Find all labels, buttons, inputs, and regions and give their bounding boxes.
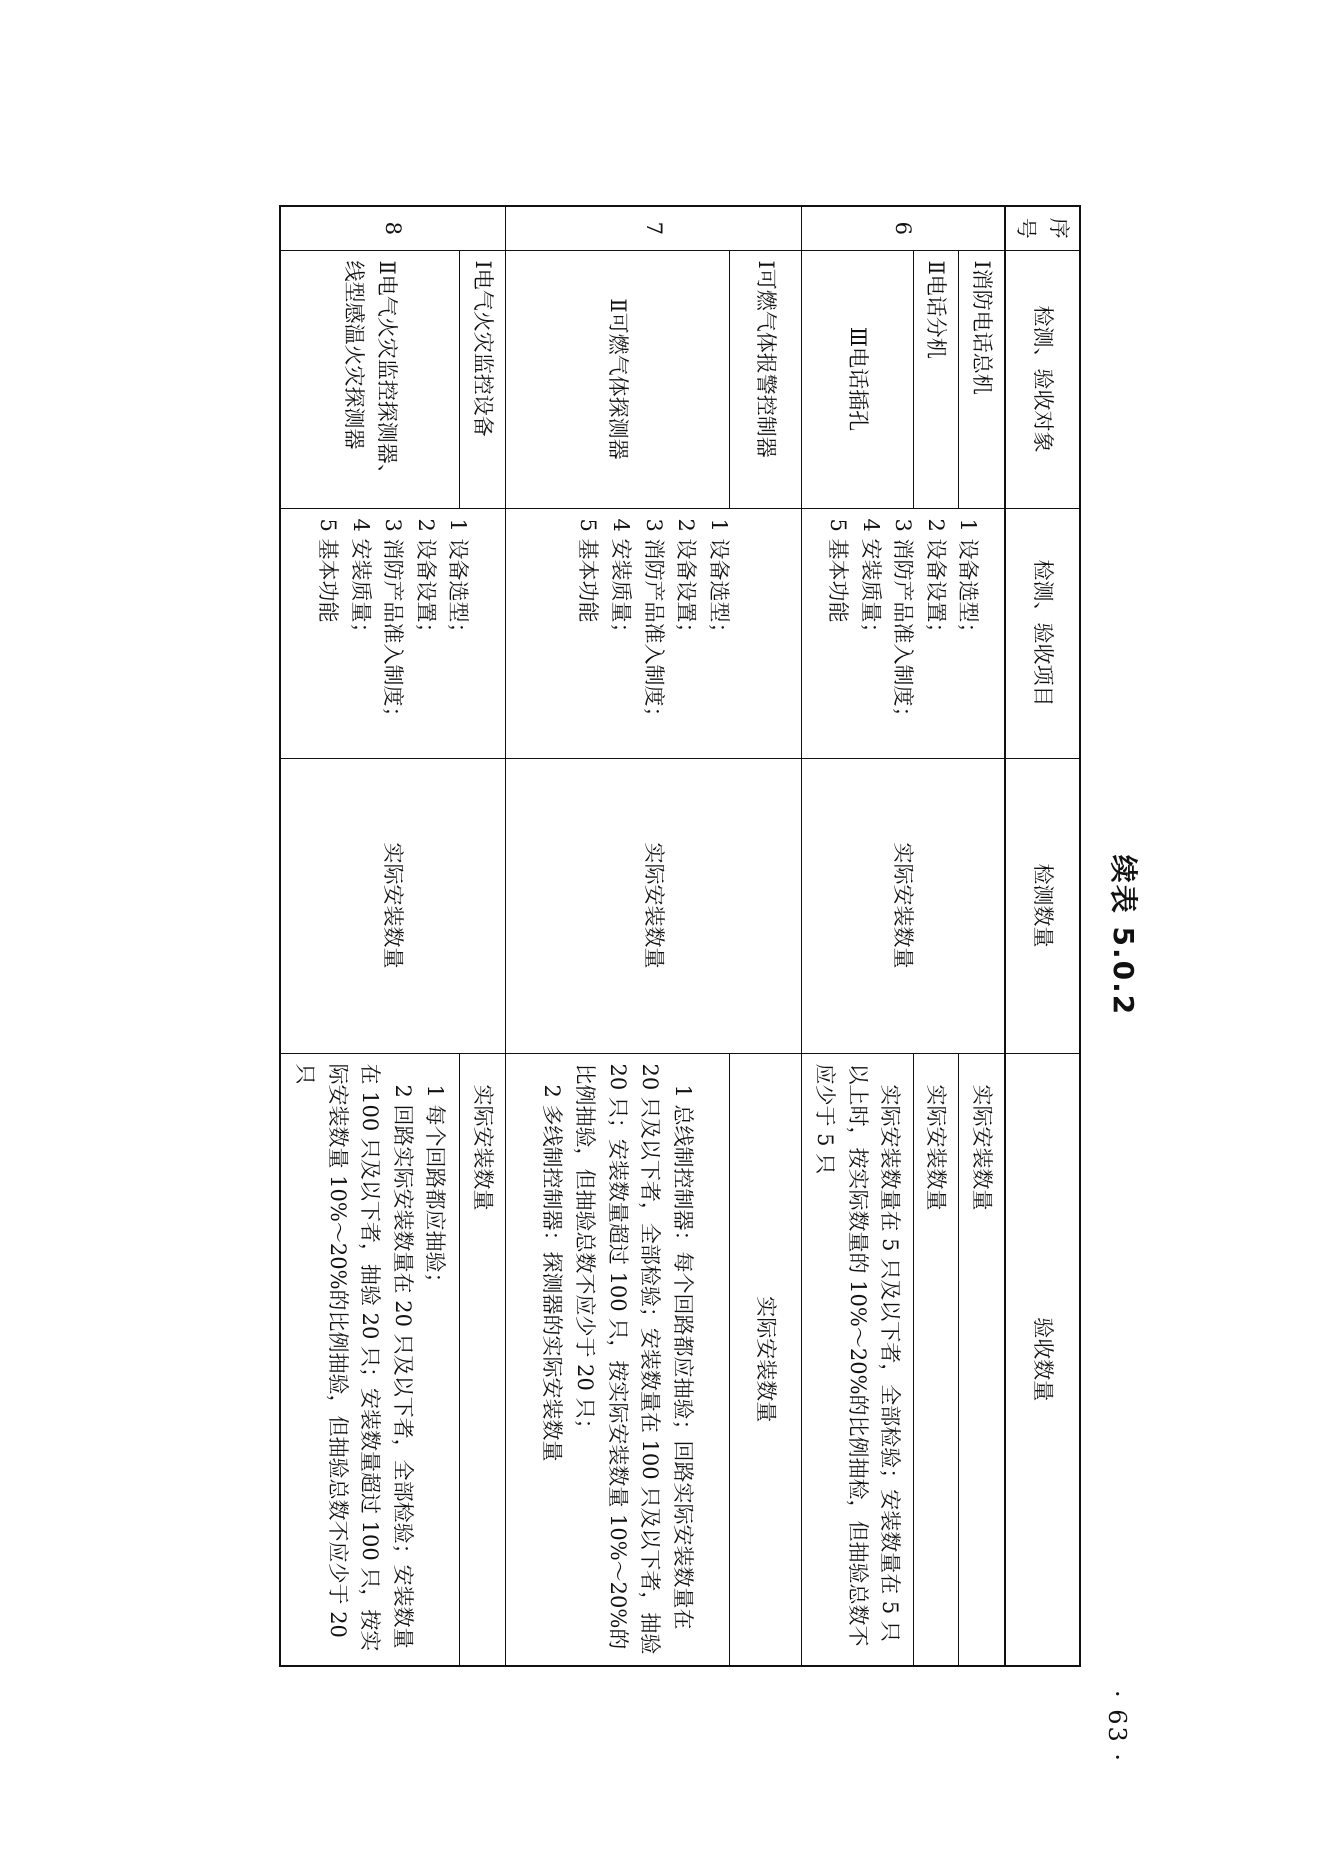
header-object: 检测、验收对象: [1005, 250, 1080, 508]
seq-cell: 7: [505, 206, 801, 250]
accept-qty-text: 2 多线制控制器：探测器的实际安装数量: [540, 1084, 565, 1462]
item-line: 5 基本功能: [826, 518, 851, 623]
table-title: 续表 5.0.2: [1107, 854, 1140, 1017]
accept-qty-text: 2 回路实际安装数量在 20 只及以下者，全部检验；安装数量在 100 只及以下者，抽验 20 只；安装数量超过 100 只，按实际安装数量 10%～20%的比例抽验，但抽验总数不应少于 20 只: [293, 1063, 415, 1652]
page-number: · 63 ·: [1103, 1690, 1131, 1764]
object-cell: Ⅰ消防电话总机: [959, 250, 1005, 508]
item-line: 2 设备设置；: [923, 518, 948, 644]
detect-qty-cell: 实际安装数量: [280, 758, 506, 1053]
item-line: 2 设备设置；: [413, 518, 438, 644]
accept-qty-cell: [505, 1053, 729, 1666]
item-line: 5 基本功能: [315, 518, 340, 623]
accept-qty-cell: [959, 1053, 1005, 1666]
item-line: 3 消防产品准入制度；: [381, 518, 406, 728]
header-items: 检测、验收项目: [1005, 508, 1080, 758]
seq-cell: 6: [801, 206, 1005, 250]
accept-qty-text: 实际安装数量在 5 只及以下者，全部检验；安装数量在 5 只以上时，按实际数量的 10%～20%的比例抽检，但抽验总数不应少于 5 只: [813, 1063, 903, 1647]
table-row: [729, 206, 801, 1666]
item-line: 4 安装质量；: [858, 518, 883, 644]
items-cell: [280, 508, 506, 758]
items-cell: [801, 508, 1005, 758]
accept-qty-text: 1 总线制控制器：每个回路都应抽验；回路实际安装数量在 20 只及以下者，全部检验；安装数量在 100 只及以下者，抽验 20 只；安装数量超过 100 只，按实际安装数量 10%～20%的比例抽验，但抽验总数不应少于 20 只；: [573, 1063, 695, 1655]
object-cell: Ⅰ电气火灾监控设备: [460, 250, 506, 508]
item-line: 1 设备选型；: [956, 518, 981, 644]
item-line: 1 设备选型；: [706, 518, 731, 644]
object-cell: Ⅱ电话分机: [913, 250, 959, 508]
item-line: 3 消防产品准入制度；: [641, 518, 666, 728]
accept-qty-cell: [460, 1053, 506, 1666]
table-row: [460, 206, 506, 1666]
header-accept-qty: 验收数量: [1005, 1053, 1080, 1666]
item-line: 2 设备设置；: [674, 518, 699, 644]
accept-qty-text: 实际安装数量: [753, 1296, 778, 1423]
object-cell: Ⅲ电话插孔: [801, 250, 913, 508]
table-header-row: [1005, 206, 1080, 1666]
accept-qty-text: 实际安装数量: [470, 1084, 495, 1211]
seq-cell: 8: [280, 206, 506, 250]
item-line: 1 设备选型；: [446, 518, 471, 644]
item-line: 3 消防产品准入制度；: [891, 518, 916, 728]
table-row: [959, 206, 1005, 1666]
detect-qty-cell: 实际安装数量: [801, 758, 1005, 1053]
detect-qty-cell: 实际安装数量: [505, 758, 801, 1053]
object-cell: Ⅱ可燃气体探测器: [505, 250, 729, 508]
accept-qty-cell: [801, 1053, 913, 1666]
accept-qty-cell: [729, 1053, 801, 1666]
acceptance-table: [279, 205, 1081, 1667]
header-detect-qty: 检测数量: [1005, 758, 1080, 1053]
item-line: 4 安装质量；: [348, 518, 373, 644]
accept-qty-text: 实际安装数量: [924, 1084, 949, 1211]
object-cell: Ⅰ可燃气体报警控制器: [729, 250, 801, 508]
accept-qty-text: 实际安装数量: [969, 1084, 994, 1211]
accept-qty-cell: [280, 1053, 460, 1666]
header-seq: 序号: [1005, 206, 1080, 250]
object-cell: Ⅱ电气火灾监控探测器、线型感温火灾探测器: [280, 250, 460, 508]
item-line: 5 基本功能: [576, 518, 601, 623]
item-line: 4 安装质量；: [609, 518, 634, 644]
accept-qty-text: 1 每个回路都应抽验；: [423, 1084, 448, 1294]
items-cell: [505, 508, 801, 758]
accept-qty-cell: [913, 1053, 959, 1666]
